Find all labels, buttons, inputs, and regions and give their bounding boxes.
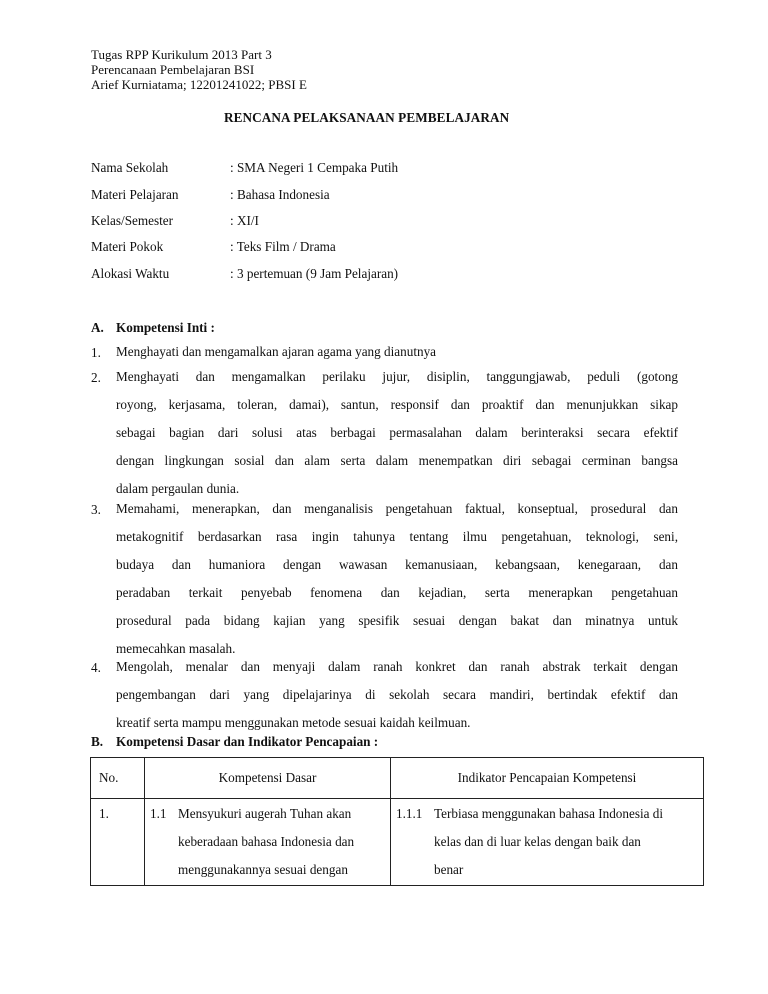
section-letter: B. [91,734,104,749]
kd-text-line: keberadaan bahasa Indonesia dan [178,834,355,849]
identity-label: Materi Pelajaran [91,187,179,202]
section-a-heading [91,320,215,336]
list-number: 2. [91,370,101,385]
section-title: Kompetensi Dasar dan Indikator Pencapaian : [116,734,379,749]
indicator-number: 1.1.1 [396,806,423,821]
kompetensi-table [90,757,704,886]
doc-header-line-2: Perencanaan Pembelajaran BSI [91,62,255,77]
table-header-indicator: Indikator Pencapaian Kompetensi [391,758,704,799]
text-line: metakognitif berdasarkan rasa ingin tahunya tentang ilmu pengetahuan, teknologi, seni, [116,529,678,544]
section-letter: A. [91,320,104,335]
table-row [91,799,704,886]
indicator-cell [391,799,704,886]
kd-text-line: Mensyukuri augerah Tuhan akan [178,806,352,821]
text-line: memecahkan masalah. [116,641,236,656]
table-header-kd: Kompetensi Dasar [145,758,391,799]
list-item-text [116,653,678,737]
text-line: Menghayati dan mengamalkan perilaku jujur, disiplin, tanggungjawab, peduli (gotong [116,369,678,384]
text-line: dengan lingkungan sosial dan alam serta dalam menempatkan diri sebagai cerminan bangsa [116,453,678,468]
indicator-text-line: kelas dan di luar kelas dengan baik dan [434,834,641,849]
identity-label: Nama Sekolah [91,160,169,175]
identity-label: Alokasi Waktu [91,266,170,281]
text-line: dalam pergaulan dunia. [116,481,240,496]
text-line: pengembangan dari yang dipelajarinya di sekolah secara mandiri, bertindak efektif dan [116,687,678,702]
section-b-heading [91,734,378,750]
list-item-text [116,338,678,366]
identity-value: : SMA Negeri 1 Cempaka Putih [230,160,399,175]
list-number: 4. [91,660,101,675]
text-line: sebagai bagian dari solusi atas berbagai permasalahan dalam berinteraksi secara efektif [116,425,678,440]
kd-number: 1.1 [150,806,167,821]
indicator-text-line: Terbiasa menggunakan bahasa Indonesia di [434,806,664,821]
kd-cell [145,799,391,886]
indicator-text-line: benar [434,862,464,877]
kd-text-line: menggunakannya sesuai dengan [178,862,348,877]
table-header-row [91,758,704,799]
row-number: 1. [91,799,145,886]
text-line: Memahami, menerapkan, dan menganalisis pengetahuan faktual, konseptual, prosedural dan [116,501,678,516]
section-title: Kompetensi Inti : [116,320,215,335]
identity-value: : 3 pertemuan (9 Jam Pelajaran) [230,266,399,281]
list-item-text [116,363,678,503]
list-number: 1. [91,345,101,360]
text-line: kreatif serta mampu menggunakan metode sesuai kaidah keilmuan. [116,715,471,730]
text-line: peradaban terkait penyebab fenomena dan kejadian, serta menerapkan pengetahuan [116,585,678,600]
identity-value: : Teks Film / Drama [230,239,336,254]
identity-value: : XI/I [230,213,259,228]
table-header-no: No. [91,758,145,799]
identity-value: : Bahasa Indonesia [230,187,330,202]
text-line: budaya dan humaniora dengan wawasan kemanusiaan, kebangsaan, kenegaraan, dan [116,557,678,572]
text-line: royong, kerjasama, toleran, damai), santun, responsif dan proaktif dan menunjukkan sikap [116,397,678,412]
list-item-text [116,495,678,663]
list-number: 3. [91,502,101,517]
text-line: prosedural pada bidang kajian yang spesifik sesuai dengan bakat dan minatnya untuk [116,613,678,628]
text-line: Mengolah, menalar dan menyaji dalam ranah konkret dan ranah abstrak terkait dengan [116,659,678,674]
doc-header-line-3: Arief Kurniatama; 12201241022; PBSI E [91,77,307,92]
doc-header-line-1: Tugas RPP Kurikulum 2013 Part 3 [91,47,272,62]
identity-label: Materi Pokok [91,239,164,254]
text-line: Menghayati dan mengamalkan ajaran agama yang dianutnya [116,344,437,359]
document-title: RENCANA PELAKSANAAN PEMBELAJARAN [224,110,510,125]
identity-label: Kelas/Semester [91,213,174,228]
